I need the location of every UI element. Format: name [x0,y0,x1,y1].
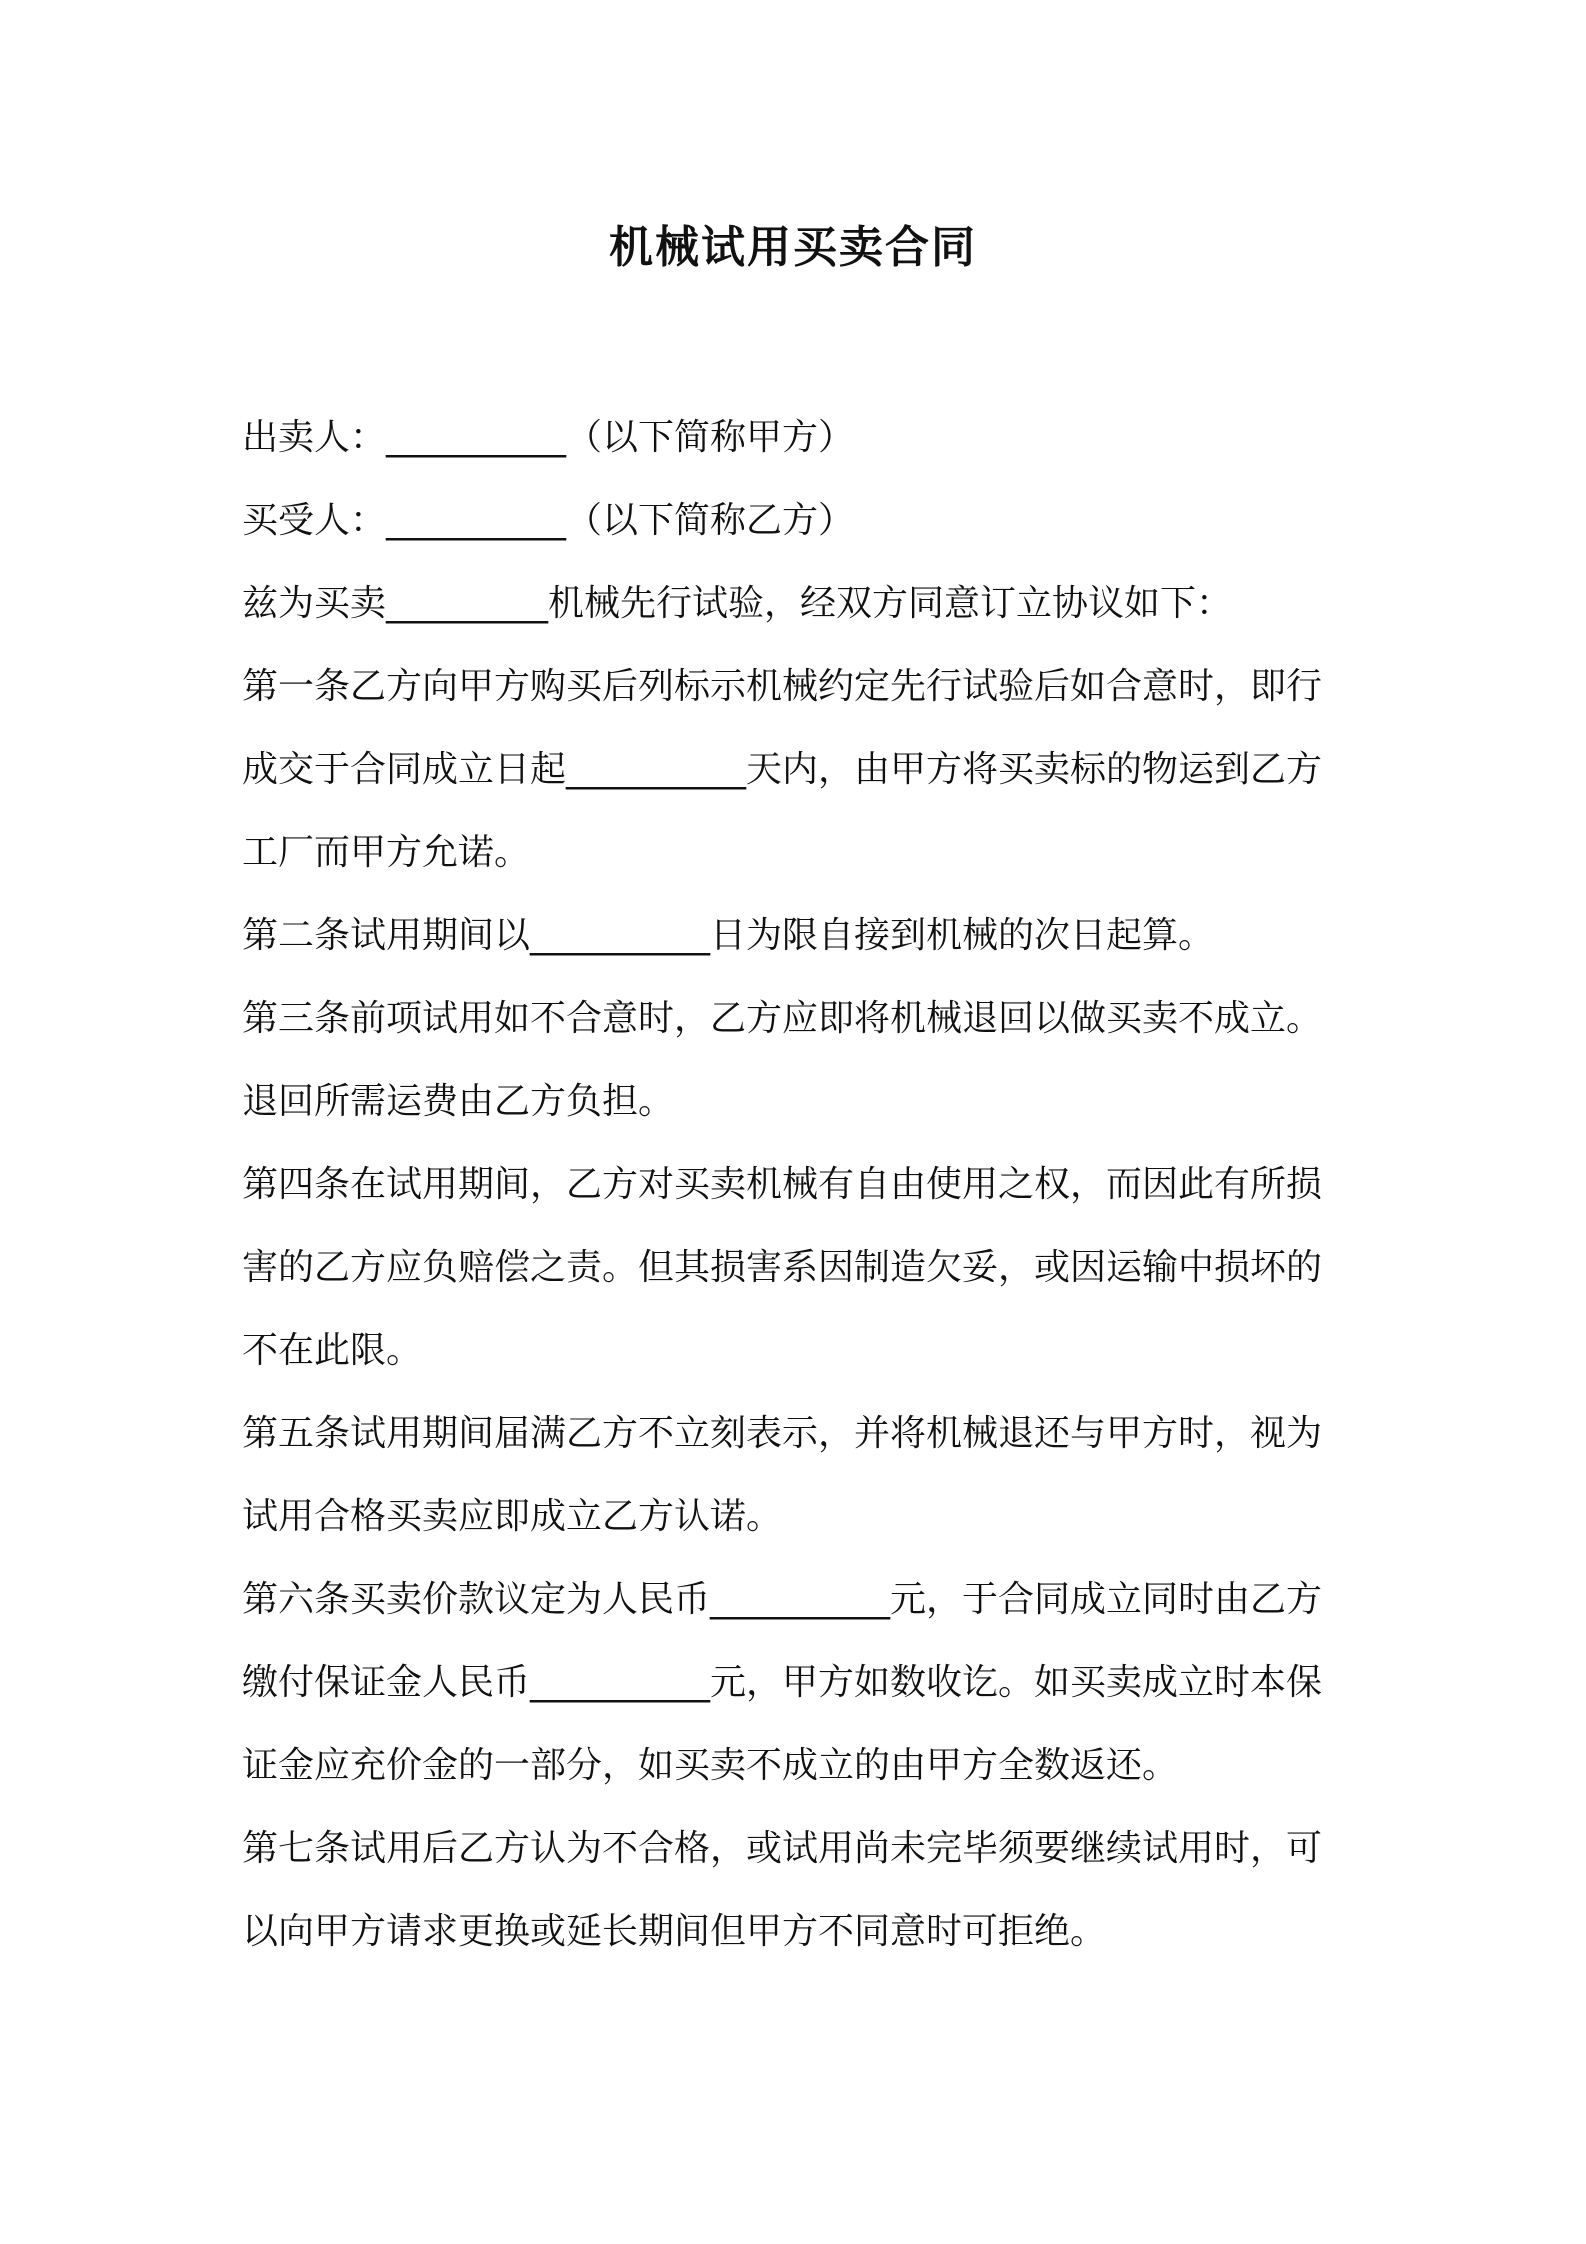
seller-line: 出卖人：__________（以下简称甲方） [242,417,855,458]
clause-6-line-2: 缴付保证金人民币__________元，甲方如数收讫。如买卖成立时本保 [242,1662,1323,1703]
clause-7-line-1: 第七条试用后乙方认为不合格，或试用尚未完毕须要继续试用时，可 [242,1828,1323,1869]
document-title: 机械试用买卖合同 [609,222,977,273]
clause-3-line-2: 退回所需运费由乙方负担。 [242,1081,675,1122]
clause-6-line-3: 证金应充价金的一部分，如买卖不成立的由甲方全数返还。 [242,1745,1179,1786]
buyer-line: 买受人：__________（以下简称乙方） [242,500,855,541]
clause-4-line-2: 害的乙方应负赔偿之责。但其损害系因制造欠妥，或因运输中损坏的 [242,1247,1323,1288]
clause-2-line-1: 第二条试用期间以__________日为限自接到机械的次日起算。 [242,915,1215,956]
clause-3-line-1: 第三条前项试用如不合意时，乙方应即将机械退回以做买卖不成立。 [242,998,1323,1039]
clause-6-line-1: 第六条买卖价款议定为人民币__________元，于合同成立同时由乙方 [242,1579,1323,1620]
clause-7-line-2: 以向甲方请求更换或延长期间但甲方不同意时可拒绝。 [242,1911,1107,1952]
clause-5-line-2: 试用合格买卖应即成立乙方认诺。 [242,1496,783,1537]
clause-1-line-2: 成交于合同成立日起__________天内，由甲方将买卖标的物运到乙方 [242,749,1323,790]
clause-4-line-3: 不在此限。 [242,1330,423,1371]
clause-1-line-3: 工厂而甲方允诺。 [242,832,531,873]
clause-5-line-1: 第五条试用期间届满乙方不立刻表示，并将机械退还与甲方时，视为 [242,1413,1323,1454]
preamble-line: 兹为买卖_________机械先行试验，经双方同意订立协议如下： [242,583,1233,624]
clause-4-line-1: 第四条在试用期间，乙方对买卖机械有自由使用之权，而因此有所损 [242,1164,1323,1205]
clause-1-line-1: 第一条乙方向甲方购买后列标示机械约定先行试验后如合意时，即行 [242,666,1323,707]
